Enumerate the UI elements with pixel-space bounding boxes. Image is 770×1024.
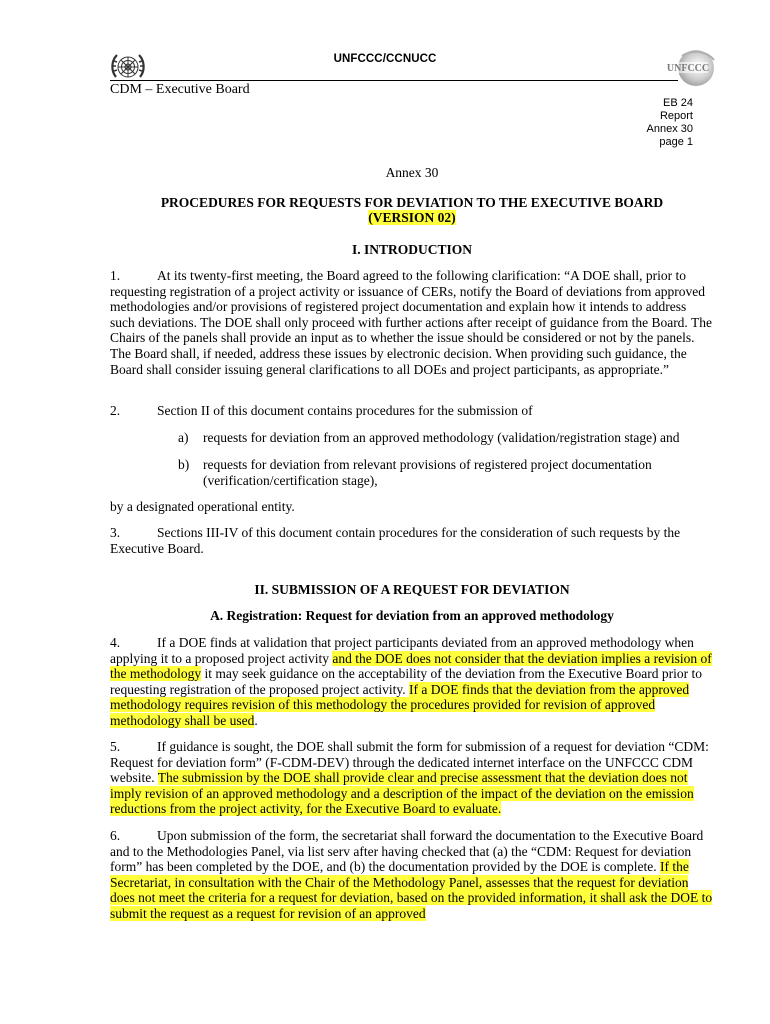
paragraph-text: it may seek guidance on the acceptability of the deviation from the Executive Board prior to requesting registration of the proposed project activity. <box>110 666 702 697</box>
highlighted-text: If the Secretariat, in consultation with the Chair of the Methodology Panel, assesses that the request for deviation does not meet the criteria for a request for deviation, based on the provided information, it shall ask the DOE to submit the request as a request for revision of an approved <box>110 859 713 921</box>
document-meta <box>647 97 693 149</box>
paragraph-text: Sections III-IV of this document contain procedures for the consideration of such requests by the Executive Board. <box>110 525 681 556</box>
unfccc-logo-text: UNFCCC <box>666 63 710 74</box>
paragraph-2 <box>110 403 714 419</box>
document-version-text: (VERSION 02) <box>368 210 456 225</box>
subsection-heading-registration: A. Registration: Request for deviation from an approved methodology <box>210 608 614 623</box>
highlighted-text: and the DOE does not consider that the deviation implies a revision of the methodology <box>110 650 712 682</box>
document-series-title: UNFCCC/CCNUCC <box>333 53 437 65</box>
board-name: CDM – Executive Board <box>110 82 250 97</box>
paragraph-number: 2. <box>110 403 121 418</box>
highlighted-text: The submission by the DOE shall provide clear and precise assessment that the deviation does not imply revision of an approved methodology and a description of the impact of the deviation on the emission reductions from the project activity, for the Executive Board to evaluate. <box>110 770 694 817</box>
paragraph-4 <box>110 635 714 729</box>
paragraph-3 <box>110 525 714 556</box>
unfccc-logo <box>660 48 718 90</box>
header-divider <box>110 80 678 81</box>
annex-label: Annex 30 <box>385 165 439 180</box>
meta-annex: Annex 30 <box>646 123 693 135</box>
paragraph-text: . <box>254 712 258 728</box>
meta-meeting: EB 24 <box>663 97 693 109</box>
paragraph-text: If guidance is sought, the DOE shall submit the form for submission of a request for deviation “CDM: Request for deviation form” (F-CDM-DEV) through the dedicated internet interface on the UNFCCC CDM website. <box>110 739 709 786</box>
highlighted-text: If a DOE finds that the deviation from the approved methodology requires revision of this methodology the procedures provided for revision of approved methodology shall be used <box>110 681 690 728</box>
paragraph-number: 6. <box>110 828 121 843</box>
document-title: PROCEDURES FOR REQUESTS FOR DEVIATION TO THE EXECUTIVE BOARD <box>160 195 664 210</box>
paragraph-number: 1. <box>110 268 121 283</box>
paragraph-number: 4. <box>110 635 121 650</box>
paragraph-6 <box>110 828 714 922</box>
paragraph-number: 5. <box>110 739 121 754</box>
meta-report: Report <box>659 110 693 122</box>
paragraph-text: At its twenty-first meeting, the Board agreed to the following clarification: “A DOE shall, prior to requesting registration of a project activity or issuance of CERs, notify the Board of deviations from approved methodologies and/or provisions of registered project documentation and explain how it intends to address such deviations. The DOE shall only proceed with further actions after receipt of guidance from the Board. The Chairs of the panels shall provide an input as to whether the issue should be considered or not by the panels. The Board shall, if needed, address these issues by electronic decision. When providing such guidance, the Board shall consider issuing general clarifications to all DOEs and project participants, as appropriate.” <box>110 268 712 377</box>
list-item-a <box>178 430 714 446</box>
list-item-label: b) <box>178 457 190 472</box>
paragraph-text: Upon submission of the form, the secretariat shall forward the documentation to the Executive Board and to the Methodologies Panel, via list serv after having checked that (a) the “CDM: Request for deviation form” has been completed by the DOE, and (b) the documentation provided by the DOE is complete. <box>110 828 704 875</box>
paragraph-2-tail: by a designated operational entity. <box>110 499 295 514</box>
list-item-text: requests for deviation from relevant provisions of registered project documentation (verification/certification stage), <box>203 457 652 488</box>
paragraph-1 <box>110 268 714 377</box>
list-item-text: requests for deviation from an approved methodology (validation/registration stage) and <box>203 430 680 445</box>
paragraph-text: Section II of this document contains procedures for the submission of <box>157 403 533 418</box>
list-item-b <box>178 457 714 488</box>
paragraph-5 <box>110 739 714 817</box>
paragraph-text: If a DOE finds at validation that project participants deviated from an approved methodology when applying it to a proposed project activity <box>110 635 694 666</box>
section-heading-submission: II. SUBMISSION OF A REQUEST FOR DEVIATION <box>254 582 570 597</box>
list-item-label: a) <box>178 430 189 445</box>
paragraph-number: 3. <box>110 525 121 540</box>
meta-page: page 1 <box>659 136 693 148</box>
section-heading-introduction: I. INTRODUCTION <box>351 242 473 257</box>
document-version <box>110 210 714 226</box>
